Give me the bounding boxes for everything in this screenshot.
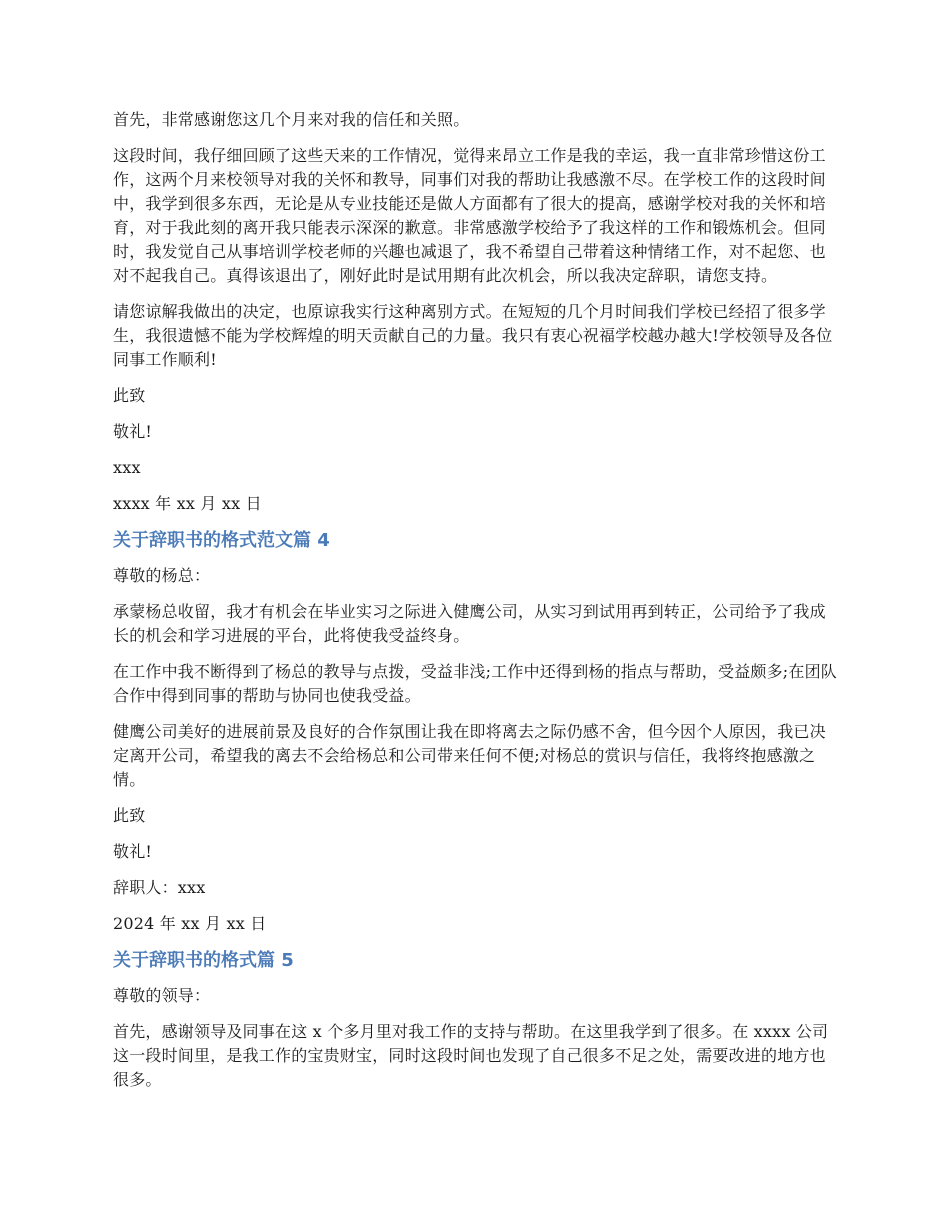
section-heading-4: 关于辞职书的格式范文篇 4 — [113, 530, 330, 551]
paragraph-decision: 健鹰公司美好的进展前景及良好的合作氛围让我在即将离去之际仍感不舍，但今因个人原因，我已决定离开公司，希望我的离去不会给杨总和公司带来任何不便;对杨总的赏识与信任，我将终抱感激之情。 — [113, 722, 826, 789]
section-heading-5: 关于辞职书的格式篇 5 — [113, 950, 294, 971]
paragraph-thanks-leader: 首先，感谢领导及同事在这 x 个多月里对我工作的支持与帮助。在这里我学到了很多。在 xxxx 公司这一段时间里，是我工作的宝贵财宝，同时这段时间也发现了自己很多不足之处，需要改进的地方也很多。 — [113, 1022, 829, 1089]
paragraph-apology: 请您谅解我做出的决定，也原谅我实行这种离别方式。在短短的几个月时间我们学校已经招了很多学生，我很遗憾不能为学校辉煌的明天贡献自己的力量。我只有衷心祝福学校越办越大!学校领导及各位同事工作顺利! — [113, 302, 833, 369]
greeting-leader: 尊敬的领导： — [113, 986, 211, 1005]
paragraph-gratitude: 承蒙杨总收留，我才有机会在毕业实习之际进入健鹰公司，从实习到试用再到转正，公司给予了我成长的机会和学习进展的平台，此将使我受益终身。 — [113, 602, 826, 645]
signature-date: xxxx 年 xx 月 xx 日 — [113, 494, 262, 513]
paragraph-work-review: 这段时间，我仔细回顾了这些天来的工作情况，觉得来昂立工作是我的幸运，我一直非常珍惜这份工作，这两个月来校领导对我的关怀和教导，同事们对我的帮助让我感激不尽。在学校工作的这段时间中，我学到很多东西，无论是从专业技能还是做人方面都有了很大的提高，感谢学校对我的关怀和培育，对于我此刻的离开我只能表示深深的歉意。非常感激学校给予了我这样的工作和锻炼机会。但同时，我发觉自己从事培训学校老师的兴趣也减退了，我不希望自己带着这种情绪工作，对不起您、也对不起我自己。真得该退出了，刚好此时是试用期有此次机会，所以我决定辞职，请您支持。 — [113, 146, 826, 285]
document-body — [113, 108, 840, 1104]
greeting-yang: 尊敬的杨总： — [113, 566, 211, 585]
closing-salutation-2: 此致 — [113, 806, 146, 825]
paragraph-guidance: 在工作中我不断得到了杨总的教导与点拨，受益非浅;工作中还得到杨的指点与帮助，受益颇多;在团队合作中得到同事的帮助与协同也使我受益。 — [113, 662, 837, 705]
signature-name-2: 辞职人：xxx — [113, 878, 206, 897]
closing-salutation: 此致 — [113, 386, 146, 405]
closing-regards: 敬礼! — [113, 422, 153, 441]
paragraph-thanks-intro: 首先，非常感谢您这几个月来对我的信任和关照。 — [113, 110, 470, 129]
signature-name: xxx — [113, 458, 141, 477]
signature-date-2: 2024 年 xx 月 xx 日 — [113, 914, 267, 933]
closing-regards-2: 敬礼! — [113, 842, 153, 861]
